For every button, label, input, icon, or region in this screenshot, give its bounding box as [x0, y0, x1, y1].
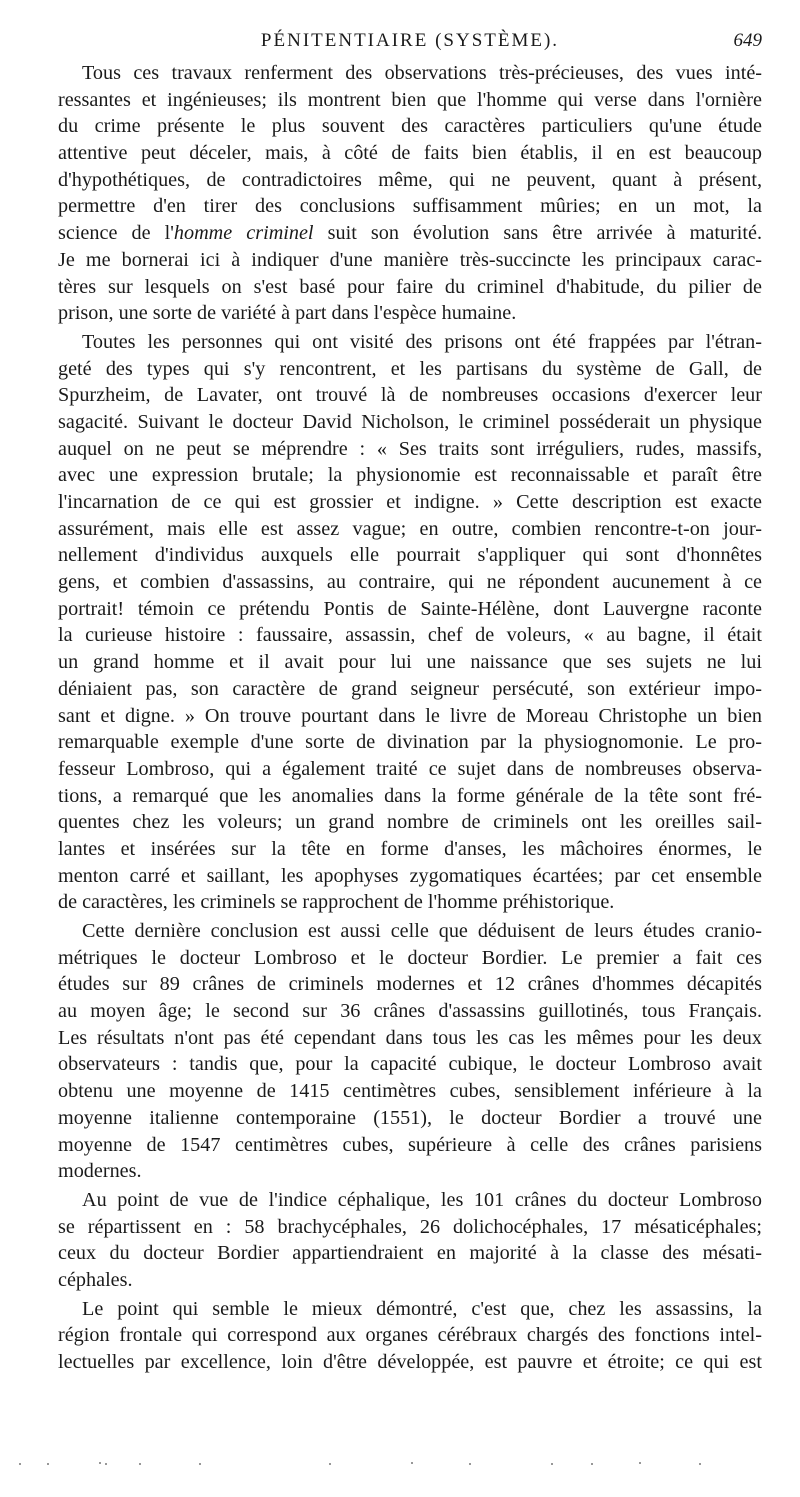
text-line: ressantes et ingénieuses; ils montrent bien que l'homme qui verse dans l'ornière — [58, 88, 762, 111]
text-line: Le point qui semble le mieux démontré, c'est que, chez les assassins, la — [82, 1297, 762, 1320]
text-line: nellement d'individus auxquels elle pourrait s'appliquer qui sont d'honnêtes — [58, 544, 762, 567]
text-line: Spurzheim, de Lavater, ont trouvé là de nombreuses occasions d'exercer leur — [58, 384, 762, 407]
text-line: tions, a remarqué que les anomalies dans la forme générale de la tête sont fré- — [58, 784, 762, 807]
text-line: prison, une sorte de variété à part dans l'espèce humaine. — [58, 302, 517, 325]
page-bottom-specks — [0, 1458, 800, 1470]
text-line: portrait! témoin ce prétendu Pontis de Sainte-Hélène, dont Lauvergne raconte — [58, 597, 762, 620]
paragraph — [58, 60, 762, 327]
text-line: lectuelles par excellence, loin d'être développée, est pauvre et étroite; ce qui est — [58, 1351, 762, 1373]
text-line: métriques le docteur Lombroso et le docteur Bordier. Le premier a fait ces — [58, 946, 762, 969]
text-line: quentes chez les voleurs; un grand nombre de criminels ont les oreilles sail- — [58, 811, 762, 834]
text-line: Tous ces travaux renferment des observations très-précieuses, des vues inté- — [82, 62, 762, 84]
paragraph — [58, 1296, 762, 1376]
text-line: ceux du docteur Bordier appartiendraient en majorité à la classe des mésati- — [58, 1242, 762, 1265]
text-line: se répartissent en : 58 brachycéphales, 26 dolichocéphales, 17 mésaticéphales; — [58, 1215, 762, 1238]
text-line: région frontale qui correspond aux organes cérébraux chargés des fonctions intel- — [58, 1324, 762, 1347]
text-fragment: suit son évolution sans être arrivée à maturité. — [313, 222, 762, 245]
text-line: sant et digne. » On trouve pourtant dans le livre de Moreau Christophe un bien — [58, 704, 762, 727]
text-line: attentive peut déceler, mais, à côté de faits bien établis, il en est beaucoup — [58, 142, 762, 165]
text-line: tères sur lesquels on s'est basé pour faire du criminel d'habitude, du pilier de — [58, 275, 762, 298]
text-line: déniaient pas, son caractère de grand seigneur persécuté, son extérieur impo- — [58, 677, 762, 700]
text-line: de caractères, les criminels se rapprochent de l'homme préhistorique. — [58, 891, 615, 914]
text-line: assurément, mais elle est assez vague; en outre, combien rencontre-t-on jour- — [58, 517, 762, 540]
text-line: geté des types qui s'y rencontrent, et les partisans du système de Gall, de — [58, 357, 762, 380]
text-line: menton carré et saillant, les apophyses zygomatiques écartées; par cet ensemble — [58, 864, 762, 887]
text-line — [58, 220, 762, 247]
text-line: au moyen âge; le second sur 36 crânes d'assassins guillotinés, tous Français. — [58, 1000, 762, 1023]
text-line: observateurs : tandis que, pour la capacité cubique, le docteur Lombroso avait — [58, 1053, 762, 1076]
text-fragment: science de l' — [58, 222, 174, 245]
running-title: PÉNITENTIAIRE (SYSTÈME). — [260, 30, 560, 51]
text-line: fesseur Lombroso, qui a également traité ce sujet dans de nombreuses observa- — [58, 757, 762, 780]
text-line: un grand homme et il avait pour lui une naissance que ses sujets ne lui — [58, 651, 762, 674]
text-line: modernes. — [58, 1160, 142, 1183]
text-line: avec une expression brutale; la physionomie est reconnaissable et paraît être — [58, 464, 762, 487]
text-line: la curieuse histoire : faussaire, assassin, chef de voleurs, « au bagne, il était — [58, 624, 762, 647]
text-line: du crime présente le plus souvent des caractères particuliers qu'une étude — [58, 115, 762, 138]
text-line: gens, et combien d'assassins, au contraire, qui ne répondent aucunement à ce — [58, 571, 762, 594]
text-line: moyenne italienne contemporaine (1551), le docteur Bordier a trouvé une — [58, 1106, 762, 1129]
text-line: Les résultats n'ont pas été cependant dans tous les cas les mêmes pour les deux — [58, 1026, 762, 1049]
text-line: Je me bornerai ici à indiquer d'une manière très-succincte les principaux carac- — [58, 248, 762, 271]
text-line: permettre d'en tirer des conclusions suffisamment mûries; en un mot, la — [58, 195, 762, 218]
text-line: sagacité. Suivant le docteur David Nicholson, le criminel posséderait un physique — [58, 410, 762, 433]
text-line: Toutes les personnes qui ont visité des prisons ont été frappées par l'étran- — [82, 330, 762, 353]
text-line: remarquable exemple d'une sorte de divination par la physiognomonie. Le pro- — [58, 731, 762, 754]
paragraph — [58, 329, 762, 916]
text-line: études sur 89 crânes de criminels modernes et 12 crânes d'hommes décapités — [58, 973, 762, 996]
text-line: l'incarnation de ce qui est grossier et indigne. » Cette description est exacte — [58, 491, 762, 513]
text-line: obtenu une moyenne de 1415 centimètres cubes, sensiblement inférieure à la — [58, 1080, 762, 1103]
text-line: Cette dernière conclusion est aussi celle que déduisent de leurs études cranio- — [82, 920, 762, 942]
paragraph — [58, 1187, 762, 1294]
text-line: auquel on ne peut se méprendre : « Ses traits sont irréguliers, rudes, massifs, — [58, 437, 762, 460]
text-line: Au point de vue de l'indice céphalique, les 101 crânes du docteur Lombroso — [82, 1188, 762, 1211]
italic-term: homme criminel — [173, 222, 314, 245]
page-number: 649 — [733, 30, 762, 51]
text-line: moyenne de 1547 centimètres cubes, supérieure à celle des crânes parisiens — [58, 1133, 762, 1156]
page-header — [58, 30, 762, 60]
paragraph — [58, 918, 762, 1185]
text-line: céphales. — [58, 1268, 133, 1291]
text-line: lantes et insérées sur la tête en forme d'anses, les mâchoires énormes, le — [58, 837, 762, 860]
body-text — [58, 60, 762, 1378]
text-line: d'hypothétiques, de contradictoires même, qui ne peuvent, quant à présent, — [58, 168, 762, 191]
